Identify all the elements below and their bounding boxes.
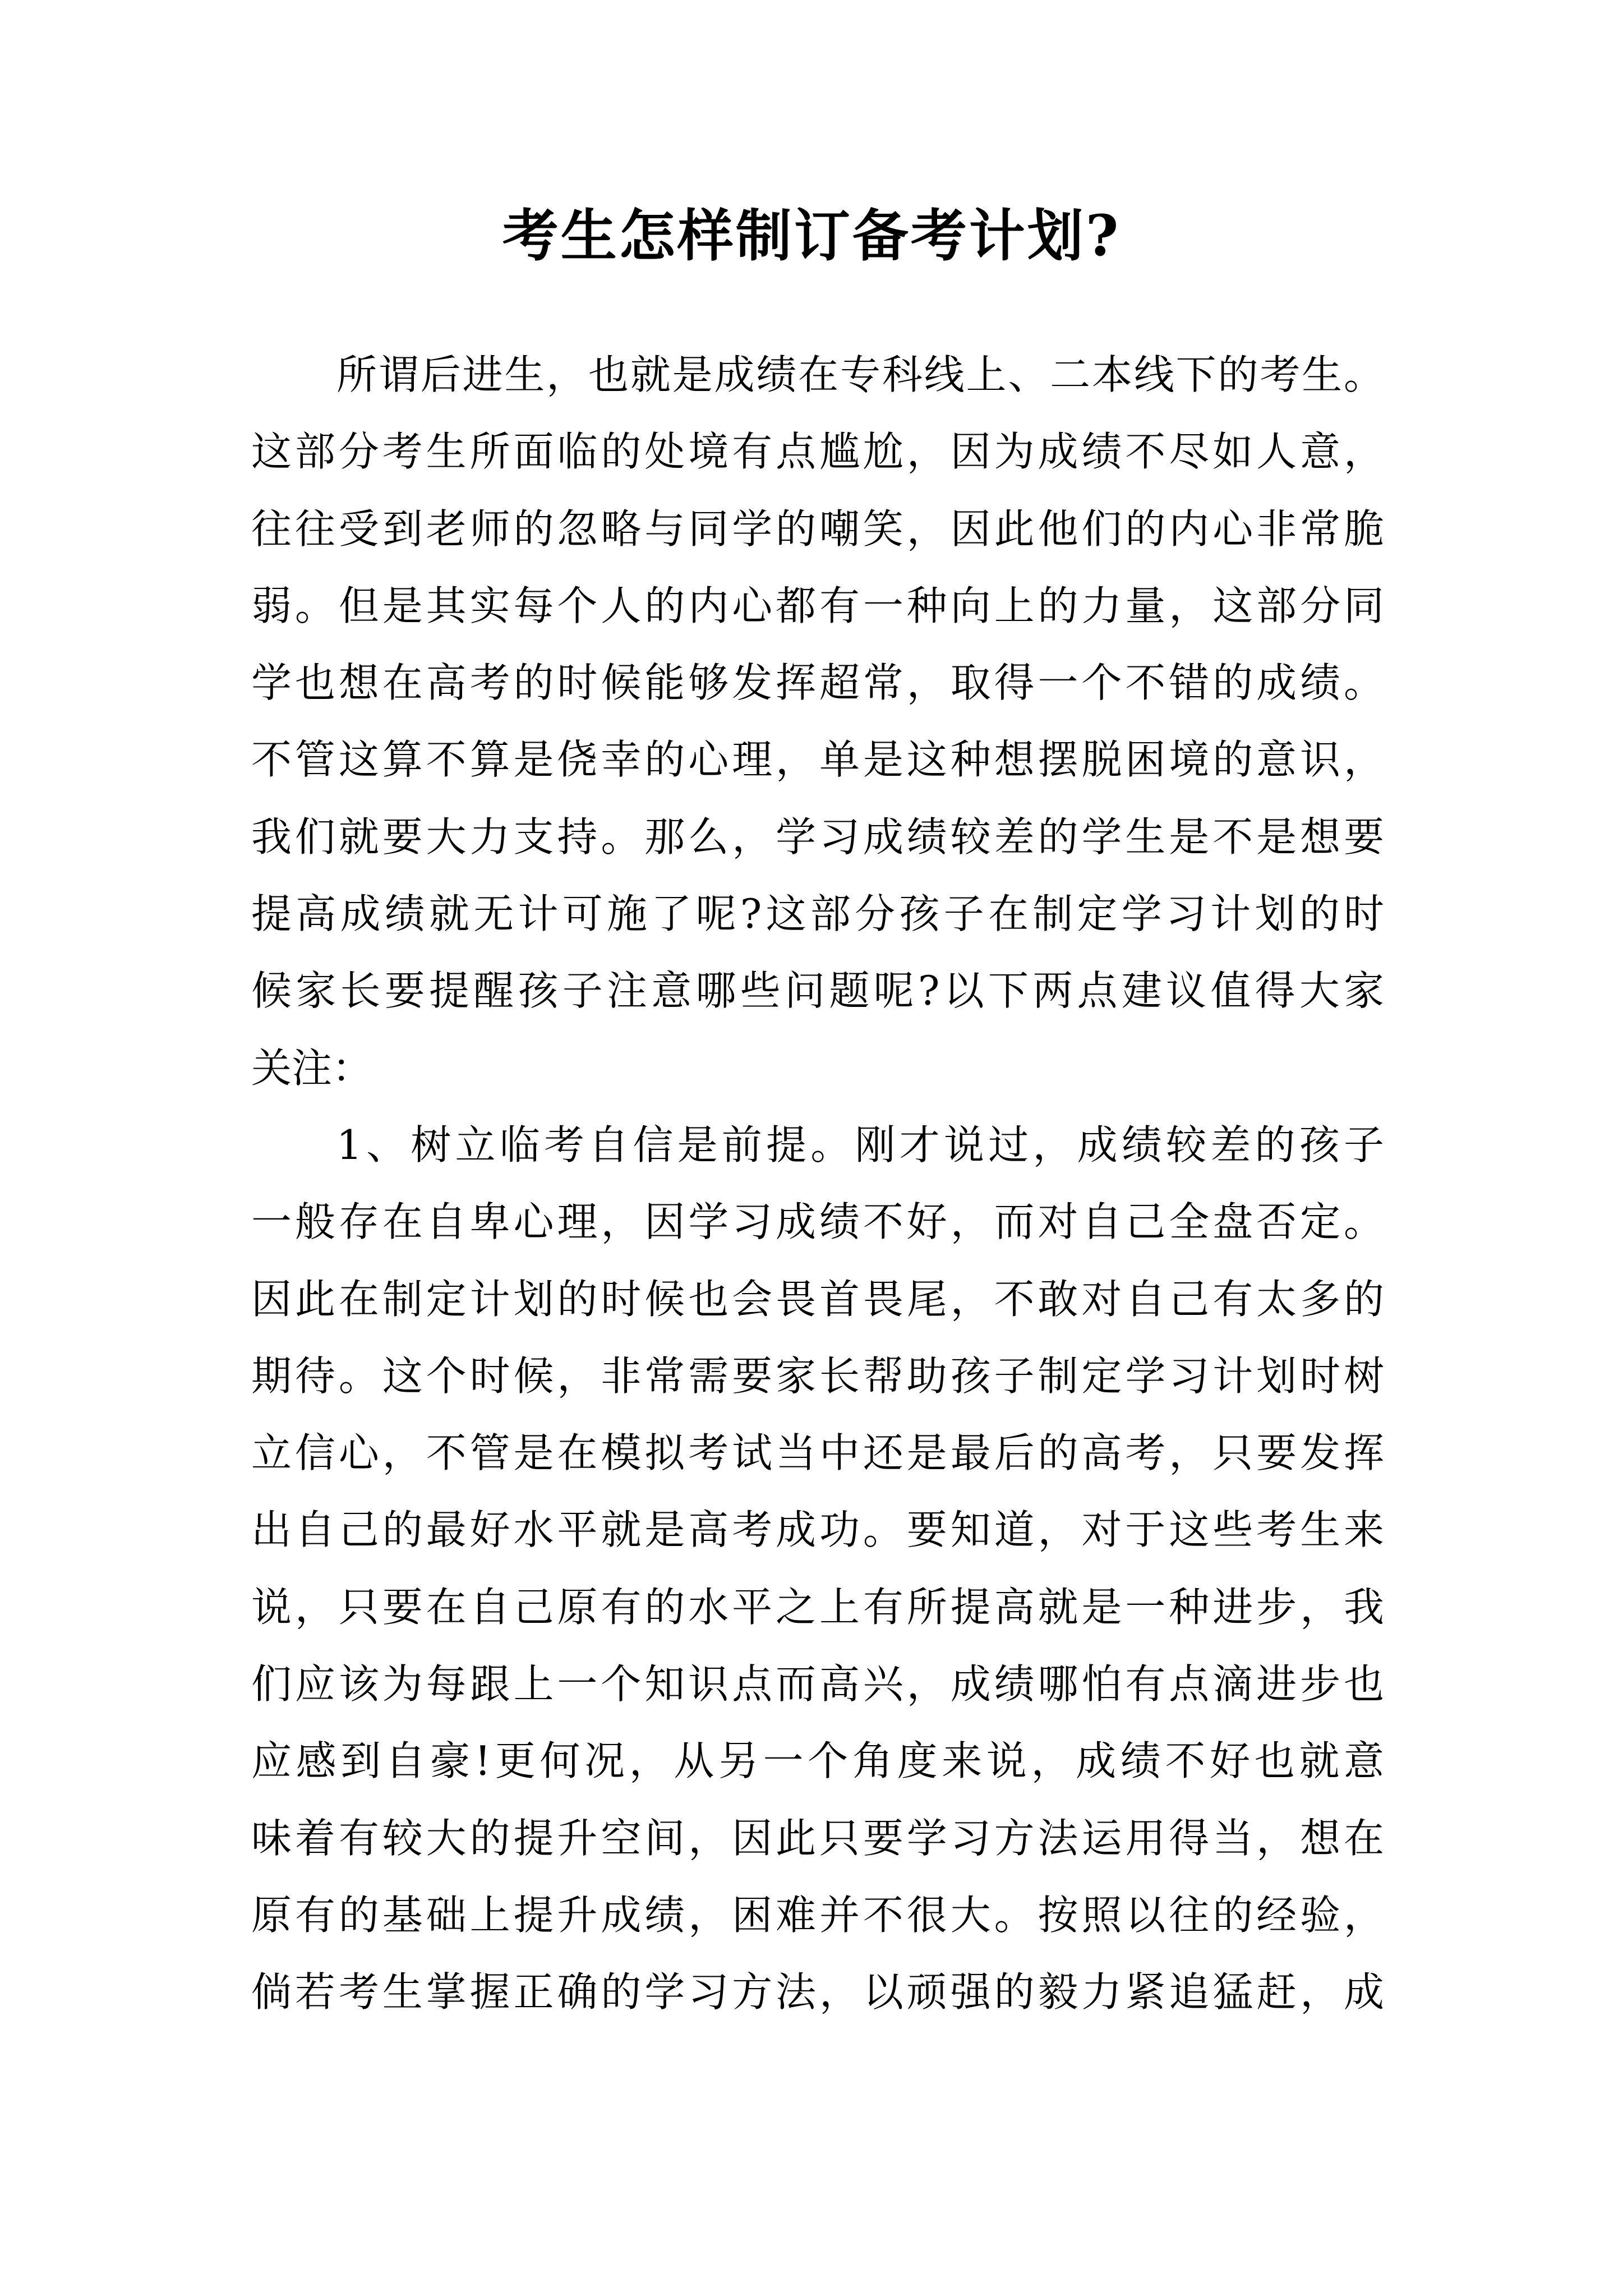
body-line: 原有的基础上提升成绩，困难并不很大。按照以往的经验， [251, 1891, 1384, 1939]
body-line: 因此在制定计划的时候也会畏首畏尾，不敢对自己有太多的 [251, 1275, 1384, 1323]
body-line: 我们就要大力支持。那么，学习成绩较差的学生是不是想要 [251, 813, 1384, 861]
body-line: 不管这算不算是侥幸的心理，单是这种想摆脱困境的意识， [251, 736, 1384, 784]
body-line: 们应该为每跟上一个知识点而高兴，成绩哪怕有点滴进步也 [251, 1660, 1384, 1708]
body-line: 期待。这个时候，非常需要家长帮助孩子制定学习计划时树 [251, 1352, 1384, 1400]
body-line: 味着有较大的提升空间，因此只要学习方法运用得当，想在 [251, 1814, 1384, 1862]
document-body [251, 337, 1384, 2031]
body-line: 提高成绩就无计可施了呢?这部分孩子在制定学习计划的时 [251, 890, 1384, 938]
body-line: 候家长要提醒孩子注意哪些问题呢?以下两点建议值得大家 [251, 967, 1384, 1015]
body-line: 学也想在高考的时候能够发挥超常，取得一个不错的成绩。 [251, 659, 1384, 707]
body-line: 一般存在自卑心理，因学习成绩不好，而对自己全盘否定。 [251, 1198, 1384, 1246]
body-line: 出自己的最好水平就是高考成功。要知道，对于这些考生来 [251, 1506, 1384, 1554]
body-line: 弱。但是其实每个人的内心都有一种向上的力量，这部分同 [251, 582, 1384, 629]
body-line: 说，只要在自己原有的水平之上有所提高就是一种进步，我 [251, 1583, 1384, 1631]
body-line: 关注： [251, 1044, 373, 1092]
body-line: 往往受到老师的忽略与同学的嘲笑，因此他们的内心非常脆 [251, 505, 1384, 553]
body-line: 所谓后进生，也就是成绩在专科线上、二本线下的考生。 [336, 351, 1384, 398]
body-line: 应感到自豪!更何况，从另一个角度来说，成绩不好也就意 [251, 1737, 1384, 1785]
document-title: 考生怎样制订备考计划? [502, 203, 1121, 269]
body-line: 这部分考生所面临的处境有点尴尬，因为成绩不尽如人意， [251, 428, 1384, 476]
body-line: 1、树立临考自信是前提。刚才说过，成绩较差的孩子 [336, 1121, 1384, 1168]
body-line: 倘若考生掌握正确的学习方法，以顽强的毅力紧追猛赶，成 [251, 1968, 1384, 2016]
body-line: 立信心，不管是在模拟考试当中还是最后的高考，只要发挥 [251, 1429, 1384, 1477]
